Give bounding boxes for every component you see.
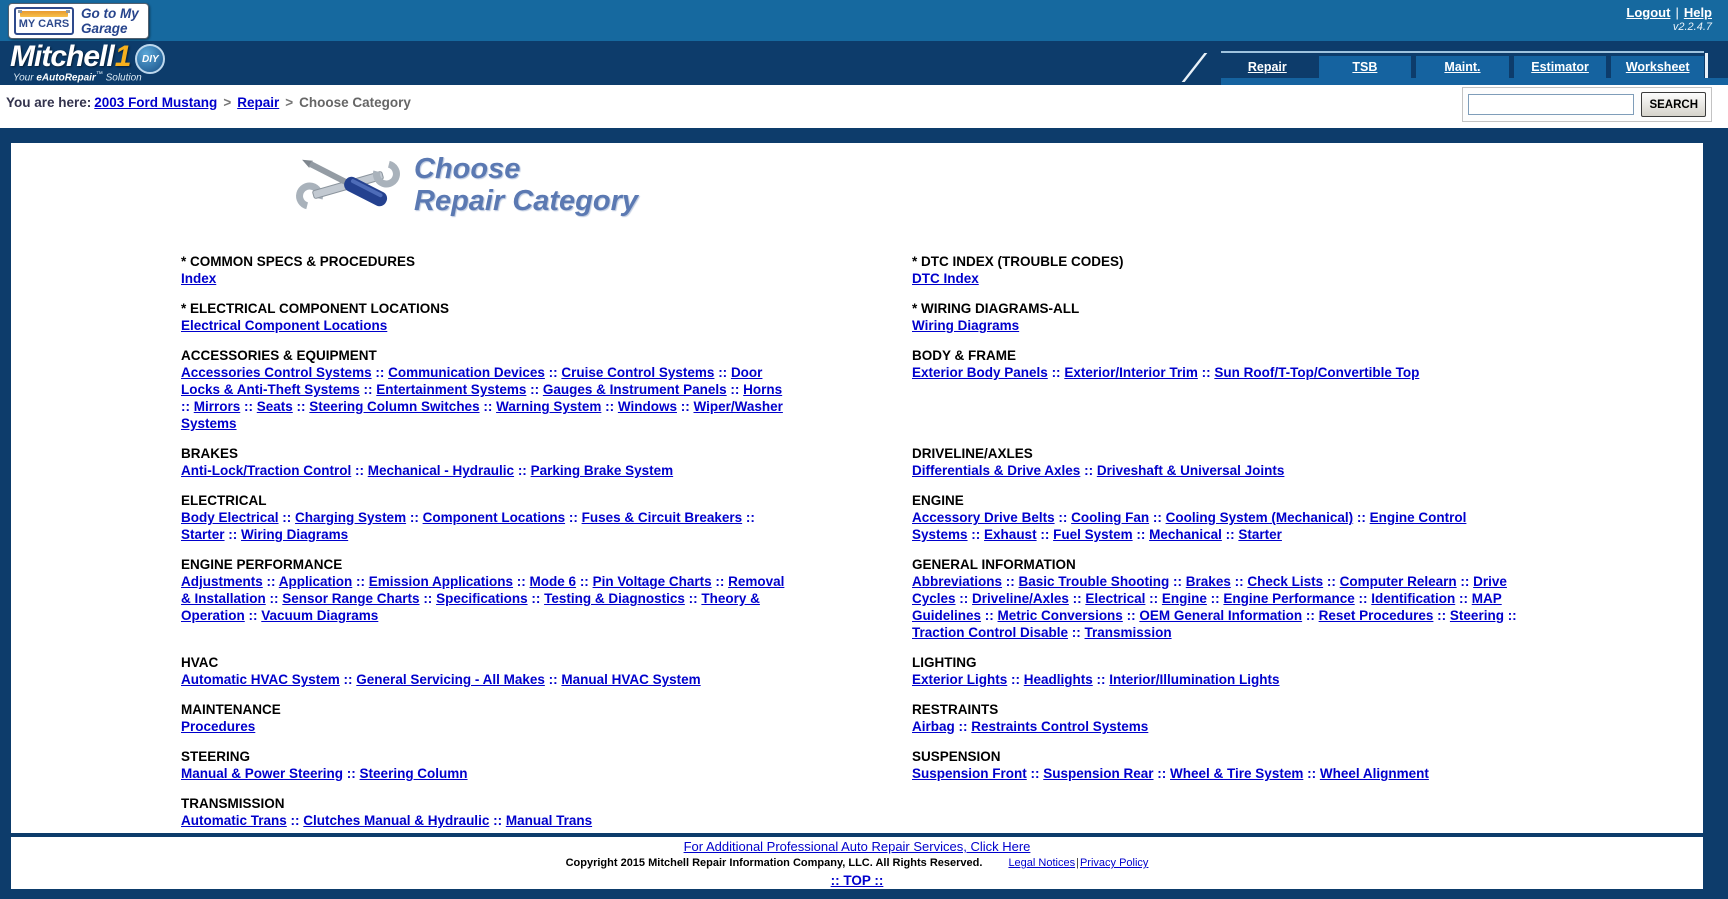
logo-mitchell-text: Mitchell xyxy=(10,40,114,73)
category-link[interactable]: Accessory Drive Belts xyxy=(912,510,1055,525)
footer xyxy=(11,837,1703,889)
mitchell1-logo xyxy=(10,42,165,74)
category-link[interactable]: Wiring Diagrams xyxy=(241,527,349,542)
category-link[interactable]: Traction Control Disable xyxy=(912,625,1069,640)
category-link[interactable]: Horns xyxy=(743,382,783,397)
category-section xyxy=(912,492,1524,543)
category-section xyxy=(181,347,793,432)
link-separator: :: xyxy=(1503,608,1517,623)
category-link[interactable]: Door Locks & Anti-Theft Systems xyxy=(181,365,763,397)
link-separator: :: xyxy=(1303,766,1320,781)
category-section xyxy=(181,795,793,829)
my-garage-button[interactable] xyxy=(8,3,149,39)
link-separator: :: xyxy=(1169,574,1186,589)
footer-links-separator: | xyxy=(1076,857,1079,869)
category-link[interactable]: Suspension Rear xyxy=(1043,766,1154,781)
category-link[interactable]: General Servicing - All Makes xyxy=(356,672,545,687)
link-separator: :: xyxy=(1455,591,1472,606)
category-link[interactable]: Manual Trans xyxy=(505,813,593,828)
link-separator: :: xyxy=(1026,766,1044,781)
breadcrumb-link[interactable]: Repair xyxy=(237,95,280,110)
link-separator: :: xyxy=(406,510,423,525)
category-link[interactable]: Driveshaft & Universal Joints xyxy=(1096,463,1285,478)
link-separator: :: xyxy=(286,813,304,828)
category-link[interactable]: Adjustments xyxy=(181,574,263,589)
category-link[interactable]: Electrical Component Locations xyxy=(181,318,388,333)
category-link[interactable]: Testing & Diagnostics xyxy=(544,591,685,606)
breadcrumb-separator: > xyxy=(285,95,294,110)
category-link[interactable]: Index xyxy=(181,271,217,286)
category-link[interactable]: Body Electrical xyxy=(181,510,279,525)
category-link[interactable]: Computer Relearn xyxy=(1339,574,1457,589)
link-separator: :: xyxy=(351,463,368,478)
search-box xyxy=(1462,87,1712,122)
link-separator: :: xyxy=(1145,591,1162,606)
link-separator: :: xyxy=(1080,463,1097,478)
category-section xyxy=(181,445,793,479)
category-heading: * ELECTRICAL COMPONENT LOCATIONS xyxy=(181,301,450,316)
category-link[interactable]: Windows xyxy=(617,399,677,414)
category-link[interactable]: Differentials & Drive Axles xyxy=(912,463,1081,478)
category-heading: MAINTENANCE xyxy=(181,702,281,717)
link-separator: :: xyxy=(359,382,377,397)
breadcrumb xyxy=(6,95,411,110)
link-separator: :: xyxy=(371,365,389,380)
copyright-text: Copyright 2015 Mitchell Repair Information Company, LLC. All Rights Reserved. xyxy=(565,857,983,869)
link-separator: :: xyxy=(278,510,296,525)
link-separator: :: xyxy=(1092,672,1110,687)
page-title: Choose Repair Category xyxy=(414,153,639,217)
category-link[interactable]: Mirrors xyxy=(193,399,241,414)
category-section xyxy=(181,556,793,641)
category-link[interactable]: Clutches Manual & Hydraulic xyxy=(303,813,490,828)
main-panel xyxy=(11,143,1703,833)
brand-band xyxy=(0,41,1728,85)
category-section xyxy=(912,654,1524,688)
link-separator: :: xyxy=(224,527,242,542)
breadcrumb-current: Choose Category xyxy=(299,95,411,110)
category-heading: * COMMON SPECS & PROCEDURES xyxy=(181,254,416,269)
session-links xyxy=(1626,5,1712,33)
page-title-block xyxy=(292,151,638,217)
category-heading: ELECTRICAL xyxy=(181,493,267,508)
link-separator: :: xyxy=(1221,527,1239,542)
category-heading: BRAKES xyxy=(181,446,239,461)
link-separator: :: xyxy=(1054,510,1072,525)
category-grid xyxy=(181,253,1524,842)
divider-band xyxy=(0,128,1728,143)
category-link[interactable]: Component Locations xyxy=(422,510,566,525)
my-cars-label: MY CARS xyxy=(18,18,70,30)
breadcrumb-items xyxy=(91,95,411,110)
category-link[interactable]: Theory & Operation xyxy=(181,591,760,623)
category-link[interactable]: Anti-Lock/Traction Control xyxy=(181,463,352,478)
category-link[interactable]: Driveline/Axles xyxy=(972,591,1069,606)
category-link[interactable]: Steering xyxy=(1449,608,1504,623)
category-link[interactable]: Exterior/Interior Trim xyxy=(1064,365,1198,380)
category-link[interactable]: OEM General Information xyxy=(1139,608,1303,623)
category-section-empty xyxy=(912,795,1524,829)
category-section xyxy=(912,556,1524,641)
link-separator: :: xyxy=(1132,527,1150,542)
link-separator: :: xyxy=(1149,510,1166,525)
category-link[interactable]: Automatic Trans xyxy=(181,813,287,828)
category-link[interactable]: Fuel System xyxy=(1053,527,1133,542)
legal-notices-link[interactable]: Legal Notices xyxy=(1008,857,1076,869)
category-link[interactable]: Gauges & Instrument Panels xyxy=(542,382,727,397)
category-link[interactable]: Entertainment Systems xyxy=(376,382,527,397)
link-separator: :: xyxy=(352,574,369,589)
category-heading: BODY & FRAME xyxy=(912,348,1017,363)
go-to-my-garage-label: Go to My Garage xyxy=(81,6,139,36)
category-section xyxy=(912,701,1524,735)
category-link[interactable]: Wheel & Tire System xyxy=(1170,766,1304,781)
category-section xyxy=(181,654,793,688)
tools-icon xyxy=(292,151,404,213)
diy-badge: DIY xyxy=(135,44,165,74)
link-separator: :: xyxy=(954,719,972,734)
link-separator: :: xyxy=(1153,766,1171,781)
category-heading: * WIRING DIAGRAMS-ALL xyxy=(912,301,1080,316)
category-link[interactable]: DTC Index xyxy=(912,271,979,286)
category-section xyxy=(181,300,793,334)
slash-decoration xyxy=(1182,53,1208,82)
category-link[interactable]: Fuses & Circuit Breakers xyxy=(581,510,743,525)
category-section xyxy=(181,748,793,782)
link-separator: :: xyxy=(513,574,530,589)
category-link[interactable]: Cooling Fan xyxy=(1071,510,1150,525)
strip-edge-decoration xyxy=(1705,53,1708,78)
category-link[interactable]: Accessories Control Systems xyxy=(181,365,372,380)
category-link[interactable]: Wiper/Washer Systems xyxy=(181,399,783,431)
bottom-bar xyxy=(0,889,1728,899)
link-separator: :: xyxy=(526,382,543,397)
category-link[interactable]: Procedures xyxy=(181,719,256,734)
link-separator: :: xyxy=(1302,608,1319,623)
category-link[interactable]: Mode 6 xyxy=(529,574,577,589)
link-separator: :: xyxy=(265,591,283,606)
link-separator: :: xyxy=(489,813,506,828)
category-heading: ACCESSORIES & EQUIPMENT xyxy=(181,348,377,363)
link-separator: :: xyxy=(1323,574,1340,589)
license-plate-icon xyxy=(14,7,74,35)
tab-repair[interactable]: Repair xyxy=(1247,60,1287,74)
link-separator: :: xyxy=(955,591,973,606)
link-separator: :: xyxy=(1353,510,1370,525)
search-button[interactable]: SEARCH xyxy=(1641,92,1706,117)
category-heading: RESTRAINTS xyxy=(912,702,999,717)
category-heading: ENGINE xyxy=(912,493,964,508)
category-heading: HVAC xyxy=(181,655,219,670)
category-link[interactable]: Specifications xyxy=(436,591,528,606)
link-separator: :: xyxy=(711,574,729,589)
category-link[interactable]: Interior/Illumination Lights xyxy=(1109,672,1280,687)
category-link[interactable]: Abbreviations xyxy=(912,574,1003,589)
link-separator: :: xyxy=(1068,625,1085,640)
logo-one-text: 1 xyxy=(114,40,131,73)
category-section xyxy=(181,253,793,287)
category-link[interactable]: Basic Trouble Shooting xyxy=(1018,574,1170,589)
link-separator: :: xyxy=(343,766,360,781)
category-link[interactable]: Starter xyxy=(1238,527,1282,542)
category-link[interactable]: Steering Column Switches xyxy=(309,399,480,414)
tab-underbar xyxy=(1221,78,1728,85)
link-separator: :: xyxy=(292,399,310,414)
tab-worksheet[interactable]: Worksheet xyxy=(1611,56,1704,78)
category-link[interactable]: Application xyxy=(278,574,353,589)
category-section xyxy=(181,701,793,735)
additional-services-link[interactable]: For Additional Professional Auto Repair Services, Click Here xyxy=(683,839,1031,854)
category-heading: TRANSMISSION xyxy=(181,796,285,811)
category-link[interactable]: Mechanical xyxy=(1149,527,1222,542)
link-separator: :: xyxy=(419,591,437,606)
category-link[interactable]: Brakes xyxy=(1185,574,1231,589)
logout-link[interactable]: Logout xyxy=(1626,5,1671,20)
link-separator: :: xyxy=(742,510,755,525)
category-section xyxy=(912,253,1524,287)
category-section xyxy=(912,445,1524,479)
link-separator: :: xyxy=(1068,591,1086,606)
category-link[interactable]: Metric Conversions xyxy=(997,608,1123,623)
logo-tagline: Your eAutoRepair™ Solution xyxy=(13,71,142,84)
category-heading: ENGINE PERFORMANCE xyxy=(181,557,343,572)
link-separator: :: xyxy=(967,527,985,542)
link-separator: :: xyxy=(181,399,194,414)
breadcrumb-separator: > xyxy=(223,95,232,110)
category-link[interactable]: MAP Guidelines xyxy=(912,591,1502,623)
link-separator: :: xyxy=(684,591,702,606)
link-separator: :: xyxy=(1433,608,1450,623)
link-separator: :: xyxy=(1122,608,1140,623)
link-separator: :: xyxy=(514,463,531,478)
link-separator: :: xyxy=(1456,574,1474,589)
category-link[interactable]: Seats xyxy=(256,399,293,414)
category-heading: * DTC INDEX (TROUBLE CODES) xyxy=(912,254,1124,269)
link-separator: :: xyxy=(1230,574,1248,589)
tab-maint[interactable]: Maint. xyxy=(1416,56,1509,78)
category-link[interactable]: Automatic HVAC System xyxy=(181,672,340,687)
category-link[interactable]: Exhaust xyxy=(984,527,1037,542)
category-link[interactable]: Wheel Alignment xyxy=(1319,766,1429,781)
link-separator: :: xyxy=(1007,672,1024,687)
breadcrumb-prefix: You are here: xyxy=(6,95,92,110)
category-link[interactable]: Suspension Front xyxy=(912,766,1027,781)
link-separator: :: xyxy=(714,365,731,380)
category-heading: SUSPENSION xyxy=(912,749,1001,764)
session-separator: | xyxy=(1675,5,1679,20)
category-section xyxy=(912,300,1524,334)
category-heading: DRIVELINE/AXLES xyxy=(912,446,1033,461)
category-link[interactable]: Exterior Lights xyxy=(912,672,1008,687)
category-heading: GENERAL INFORMATION xyxy=(912,557,1076,572)
category-link[interactable]: Cooling System (Mechanical) xyxy=(1165,510,1354,525)
link-separator: :: xyxy=(1206,591,1224,606)
search-input[interactable] xyxy=(1468,94,1634,115)
breadcrumb-link[interactable]: 2003 Ford Mustang xyxy=(94,95,218,110)
link-separator: :: xyxy=(1047,365,1065,380)
category-link[interactable]: Drive Cycles xyxy=(912,574,1507,606)
link-separator: :: xyxy=(527,591,545,606)
link-separator: :: xyxy=(240,399,257,414)
category-link[interactable]: Engine xyxy=(1161,591,1207,606)
category-section xyxy=(912,748,1524,782)
nav-tab-strip xyxy=(1183,51,1728,85)
privacy-policy-link[interactable]: Privacy Policy xyxy=(1079,857,1149,869)
category-link[interactable]: Starter xyxy=(181,527,225,542)
category-link[interactable]: Charging System xyxy=(295,510,407,525)
category-link[interactable]: Parking Brake System xyxy=(530,463,674,478)
category-link[interactable]: Sensor Range Charts xyxy=(282,591,420,606)
link-separator: :: xyxy=(565,510,582,525)
category-link[interactable]: Communication Devices xyxy=(388,365,545,380)
category-section xyxy=(181,492,793,543)
breadcrumb-row xyxy=(0,85,1728,128)
version-label: v2.2.4.7 xyxy=(1672,21,1712,33)
link-separator: :: xyxy=(262,574,279,589)
link-separator: :: xyxy=(1002,574,1019,589)
category-link[interactable]: Reset Procedures xyxy=(1318,608,1434,623)
category-link[interactable]: Removal & Installation xyxy=(181,574,785,606)
link-separator: :: xyxy=(1036,527,1054,542)
link-separator: :: xyxy=(576,574,593,589)
link-separator: :: xyxy=(726,382,744,397)
link-separator: :: xyxy=(244,608,262,623)
link-separator: :: xyxy=(339,672,357,687)
category-link[interactable]: Engine Performance xyxy=(1223,591,1355,606)
category-heading: LIGHTING xyxy=(912,655,977,670)
category-link[interactable]: Emission Applications xyxy=(368,574,514,589)
category-link[interactable]: Mechanical - Hydraulic xyxy=(367,463,515,478)
category-link[interactable]: Check Lists xyxy=(1247,574,1324,589)
category-link[interactable]: Manual & Power Steering xyxy=(181,766,344,781)
category-link[interactable]: Identification xyxy=(1371,591,1456,606)
category-link[interactable]: Sun Roof/T-Top/Convertible Top xyxy=(1214,365,1420,380)
category-link[interactable]: Steering Column xyxy=(359,766,468,781)
category-link[interactable]: Engine Control Systems xyxy=(912,510,1467,542)
top-bar xyxy=(0,0,1728,41)
category-heading: STEERING xyxy=(181,749,251,764)
category-link[interactable]: Pin Voltage Charts xyxy=(592,574,712,589)
link-separator: :: xyxy=(479,399,497,414)
link-separator: :: xyxy=(601,399,618,414)
category-link[interactable]: Headlights xyxy=(1023,672,1093,687)
link-separator: :: xyxy=(1197,365,1215,380)
link-separator: :: xyxy=(544,365,562,380)
tab-tsb[interactable]: TSB xyxy=(1319,56,1412,78)
category-link[interactable]: Wiring Diagrams xyxy=(912,318,1020,333)
category-link[interactable]: Exterior Body Panels xyxy=(912,365,1048,380)
category-link[interactable]: Cruise Control Systems xyxy=(561,365,715,380)
link-separator: :: xyxy=(544,672,562,687)
category-link[interactable]: Airbag xyxy=(912,719,955,734)
help-link[interactable]: Help xyxy=(1683,5,1712,20)
tab-estimator[interactable]: Estimator xyxy=(1514,56,1607,78)
link-separator: :: xyxy=(981,608,998,623)
category-link[interactable]: Electrical xyxy=(1085,591,1146,606)
category-link[interactable]: Manual HVAC System xyxy=(561,672,701,687)
link-separator: :: xyxy=(1354,591,1372,606)
top-link[interactable]: :: TOP :: xyxy=(830,873,884,888)
category-link[interactable]: Vacuum Diagrams xyxy=(261,608,379,623)
category-link[interactable]: Restraints Control Systems xyxy=(971,719,1149,734)
category-link[interactable]: Warning System xyxy=(496,399,602,414)
nav-tabs xyxy=(1221,51,1704,78)
category-section xyxy=(912,347,1524,432)
category-link[interactable]: Transmission xyxy=(1084,625,1172,640)
link-separator: :: xyxy=(676,399,694,414)
